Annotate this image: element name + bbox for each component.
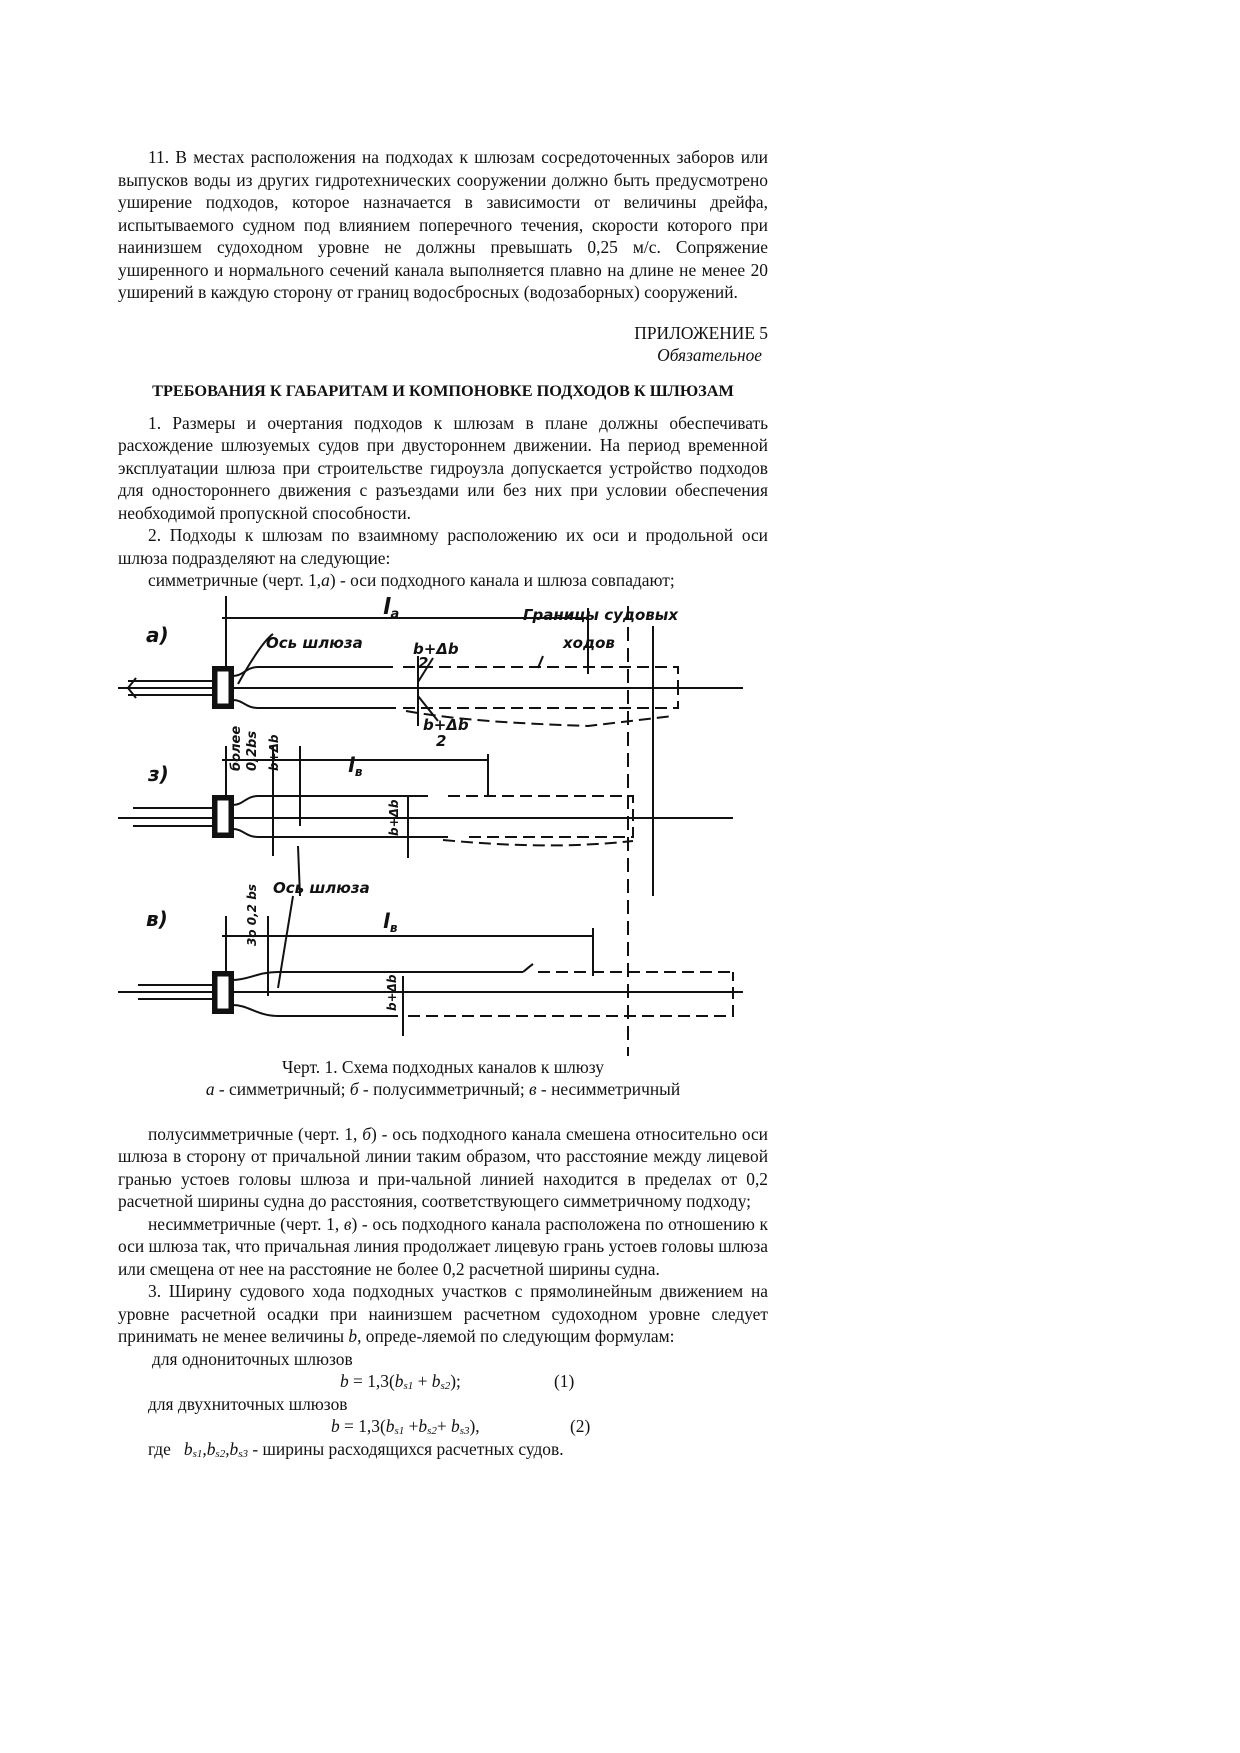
width-label-a-top-den: 2 <box>418 653 429 672</box>
appendix-title: ПРИЛОЖЕНИЕ 5 <box>634 322 768 343</box>
formula-1-expression: $b = 1,3(b_{s1} + b_{s2})$; <box>340 1371 461 1392</box>
channel-upper-edge-a <box>233 667 393 676</box>
axis-label-a: Ось шлюза <box>266 633 363 652</box>
appendix-subtitle: Обязательное <box>657 345 762 365</box>
more-value-label: 0,2bs <box>245 730 260 771</box>
width-label-a-bottom-den: 2 <box>436 731 447 750</box>
where-line: где $b_{s1},b_{s2},b_{s3}$ - ширины расходящихся расчетных судов. <box>148 1438 564 1460</box>
paragraph-asymmetric: несимметричные (черт. 1, в) - ось подходного канала расположена по отношению к оси шлюза так, что причальная линия продолжает лицевую грань устоев головы шлюза или смещена от нее на расстояние не более 0,2 расчетной ширины судна. <box>118 1213 768 1279</box>
formula-1-number: (1) <box>554 1371 575 1391</box>
formula-2-label: для двухниточных шлюзов <box>148 1393 348 1414</box>
width-label-a-top: b+Δb <box>413 639 459 658</box>
shift-label-b: b+Δb <box>267 733 281 771</box>
paragraph-3: 3. Ширину судового хода подходных участков с прямолинейным движением на уровне расчетной осадки при наинизшем расчетном судоходном уровне следует принимать не менее величины b, опреде-ляемой по следующим формулам: <box>118 1281 768 1346</box>
width-label-a-bottom: b+Δb <box>423 715 469 734</box>
formula-2-expression: $b = 1,3(b_{s1} +b_{s2}+ b_{s3})$, <box>331 1416 480 1437</box>
dim-lc: $l_в$ <box>383 908 398 935</box>
boundaries-label-2: ходов <box>563 633 615 652</box>
distance-label-c: 3о 0,2 bs <box>245 883 259 946</box>
label-b: з) <box>148 761 169 786</box>
width-label-c: b+Δb <box>385 973 399 1011</box>
paragraph-semisymmetric: полусимметричные (черт. 1, б) - ось подходного канала смешена относительно оси шлюза в сторону от причальной линии таким образом, что расстояние между лицевой гранью устоев головы шлюза и при-чальной линией находится в пределах от 0,2 расчетной ширины судна до расстояния, соответствующего симметричному подходу; <box>118 1123 768 1211</box>
figure-approach-channels <box>118 596 768 1056</box>
formula-1-label: для однониточных шлюзов <box>152 1348 353 1369</box>
symmetric-text-before: симметричные (черт. 1, <box>148 570 322 590</box>
paragraph-1: 1. Размеры и очертания подходов к шлюзам в плане должны обеспечивать расхождение шлюзуемых судов при двустороннем движении. На период временной эксплуатации шлюза при строительстве гидроузла допускается устройство подходов для одностороннего движения с разъездами или без них при условии обеспечения необходимой пропускной способности. <box>118 412 768 523</box>
paragraph-2: 2. Подходы к шлюзам по взаимному расположению их оси и продольной оси шлюза подразделяют на следующие: <box>118 525 768 568</box>
label-a: а) <box>146 622 169 647</box>
appendix-heading: ТРЕБОВАНИЯ К ГАБАРИТАМ И КОМПОНОВКЕ ПОДХОДОВ К ШЛЮЗАМ <box>152 380 734 400</box>
paragraph-11: 11. В местах расположения на подходах к шлюзам сосредоточенных заборов или выпусков воды из других гидротехнических сооружении должно быть предусмотрено уширение подходов, которое назначается в зависимости от величины дрейфа, испытываемого судном под влиянием поперечного течения, скорости которого при наинизшем судоходном уровне не должны превышать 0,25 м/с. Сопряжение уширенного и нормального сечений канала выполняется плавно на длине не менее 20 уширений в каждую сторону от границ водосбросных (водозаборных) сооружений. <box>118 147 768 302</box>
figure-caption-legend: а - симметричный; б - полусимметричный; в - несимметричный <box>205 1079 681 1099</box>
boundaries-label-1: Границы судовых <box>523 605 679 624</box>
approach-channels-drawing <box>118 596 768 1056</box>
formula-2 <box>118 1415 768 1438</box>
more-label: более <box>229 725 244 771</box>
axis-label-b: Ось шлюза <box>273 878 370 897</box>
document-page <box>118 146 768 1465</box>
paragraph-symmetric <box>118 569 768 592</box>
dim-la: lа <box>383 595 400 622</box>
width-label-b: b+Δb <box>387 798 401 836</box>
symmetric-text-after: ) - оси подходного канала и шлюза совпадают; <box>329 570 675 590</box>
symmetric-letter: а <box>321 570 330 590</box>
dim-lb: $l_в$ <box>348 752 363 779</box>
label-c: в) <box>146 906 168 931</box>
formula-1 <box>118 1370 768 1393</box>
figure-caption-title: Черт. 1. Схема подходных каналов к шлюзу <box>282 1056 604 1077</box>
formula-2-number: (2) <box>570 1416 591 1436</box>
